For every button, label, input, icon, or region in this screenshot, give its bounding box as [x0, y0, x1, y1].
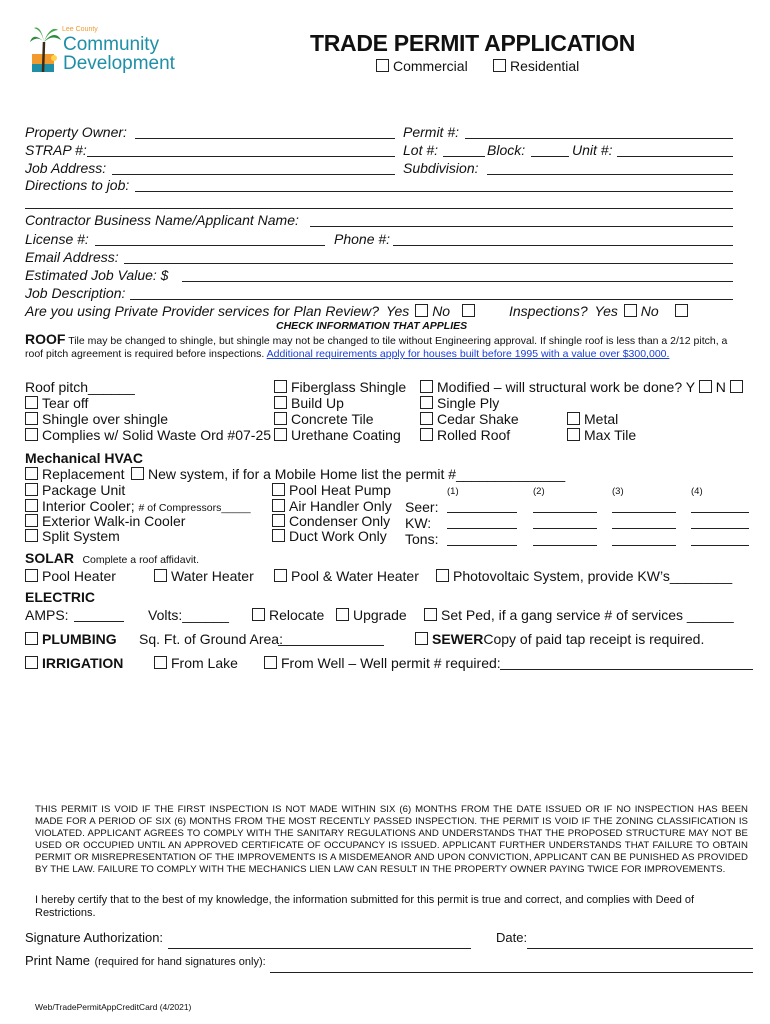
- solar-water-heater-option[interactable]: [154, 568, 254, 584]
- pool-heat-pump-option[interactable]: [272, 482, 391, 498]
- solar-water-heater-checkbox[interactable]: [154, 569, 167, 582]
- fiberglass-label: Fiberglass Shingle: [291, 379, 407, 395]
- relocate-label: Relocate: [269, 607, 325, 623]
- walk-in-option[interactable]: [25, 513, 185, 529]
- inspections-label: Inspections?: [509, 303, 588, 319]
- air-handler-option[interactable]: [272, 498, 392, 514]
- split-system-option[interactable]: [25, 528, 120, 544]
- private-provider-label: Are you using Private Provider services for Plan Review?: [25, 303, 380, 319]
- tear-off-checkbox[interactable]: [25, 396, 38, 409]
- plumbing-label: PLUMBING: [42, 631, 117, 647]
- legal-disclaimer: THIS PERMIT IS VOID IF THE FIRST INSPECTION IS NOT MADE WITHIN SIX (6) MONTHS FROM THE DATE ISSUED OR IF NO INSPECTION HAS BEEN MADE FOR A PERIOD OF SIX (6) MONTHS FROM THE MOST RECENTLY PASSED INSPECTION. THE PERMIT IS VOID IF THE ZONING CLASSIFICATION IS VIOLATED. APPLICANT AGREES TO COMPLY WITH THE SANITARY REGULATIONS AND UNDERSTANDS THAT THE PROPOSED STRUCTURE MAY NOT BE USED OR OCCUPIED UNTIL AN APPROVED CERTIFICATE OF OCCUPANCY IS ISSUED. APPLICANT FURTHER UNDERSTANDS THAT FAILURE TO OBTAIN PERMIT OR MISREPRESENTATION OF THE IMPROVEMENTS IS A MISDEMEANOR AND UPON CONVICTION, APPLICANT CAN BE PUNISHED AS PROVIDED BY THE LAW. FAILURE TO COMPLY WITH THE MECHANICS LIEN LAW CAN RESULT IN THE PROPERTY OWNER PAYING TWICE FOR IMPROVEMENTS.: [35, 804, 748, 875]
- concrete-tile-option[interactable]: [274, 411, 373, 427]
- replacement-checkbox[interactable]: [25, 467, 38, 480]
- job-value-field[interactable]: [182, 281, 733, 282]
- duct-checkbox[interactable]: [272, 529, 285, 542]
- sewer-label: SEWER: [432, 631, 484, 647]
- tons-field-3[interactable]: [612, 545, 676, 546]
- interior-cooler-checkbox[interactable]: [25, 499, 38, 512]
- solar-pool-heater-checkbox[interactable]: [25, 569, 38, 582]
- package-unit-label: Package Unit: [42, 482, 126, 498]
- from-well-option[interactable]: [264, 655, 501, 671]
- check-info-heading: CHECK INFORMATION THAT APPLIES: [276, 320, 468, 332]
- phone-field[interactable]: [393, 245, 733, 246]
- replacement-label: Replacement: [42, 466, 125, 482]
- inspections-yes-label: Yes: [594, 303, 618, 319]
- logo-line2: Development: [63, 53, 175, 74]
- hvac-col-3: (3): [612, 486, 624, 497]
- complies-label: Complies w/ Solid Waste Ord #07-25: [42, 427, 272, 443]
- duct-option[interactable]: [272, 528, 387, 544]
- property-owner-field[interactable]: [135, 138, 395, 139]
- sewer-text: Copy of paid tap receipt is required.: [483, 631, 705, 647]
- commercial-label: Commercial: [393, 58, 468, 74]
- license-label: License #:: [25, 231, 89, 247]
- upgrade-checkbox[interactable]: [336, 608, 349, 621]
- unit-label: Unit #:: [572, 142, 613, 158]
- tons-field-2[interactable]: [533, 545, 597, 546]
- private-provider-question: [25, 303, 479, 319]
- job-value-label: Estimated Job Value: $: [25, 267, 169, 283]
- logo-line1: Community: [63, 34, 160, 55]
- directions-field[interactable]: [135, 191, 733, 192]
- tons-field-1[interactable]: [447, 545, 517, 546]
- replacement-option[interactable]: [25, 466, 125, 482]
- strap-label: STRAP #:: [25, 142, 87, 158]
- plumbing-option[interactable]: [25, 631, 117, 647]
- tear-off-option[interactable]: [25, 395, 88, 411]
- modified-label: Modified – will structural work be done? Y: [437, 379, 695, 395]
- upgrade-option[interactable]: [336, 607, 407, 623]
- contractor-label: Contractor Business Name/Applicant Name:: [25, 212, 299, 228]
- air-handler-checkbox[interactable]: [272, 499, 285, 512]
- kw-field-4[interactable]: [691, 528, 749, 529]
- irrigation-option[interactable]: [25, 655, 123, 671]
- new-system-checkbox[interactable]: [131, 467, 144, 480]
- pool-heat-pump-label: Pool Heat Pump: [289, 482, 391, 498]
- page-title: TRADE PERMIT APPLICATION: [310, 30, 636, 56]
- shingle-over-label: Shingle over shingle: [42, 411, 169, 427]
- signature-label: Signature Authorization:: [25, 930, 164, 945]
- condenser-checkbox[interactable]: [272, 514, 285, 527]
- inspections-no-label: No: [640, 303, 659, 319]
- concrete-tile-checkbox[interactable]: [274, 412, 287, 425]
- tons-label: Tons:: [405, 531, 439, 547]
- directions-label: Directions to job:: [25, 177, 130, 193]
- unit-field[interactable]: [617, 156, 733, 157]
- duct-label: Duct Work Only: [289, 528, 387, 544]
- rolled-checkbox[interactable]: [420, 428, 433, 441]
- single-ply-label: Single Ply: [437, 395, 500, 411]
- print-name-field[interactable]: [270, 972, 753, 973]
- seer-field-3[interactable]: [612, 512, 676, 513]
- condenser-label: Condenser Only: [289, 513, 391, 529]
- print-name-note: (required for hand signatures only):: [94, 956, 266, 968]
- relocate-option[interactable]: [252, 607, 324, 623]
- from-lake-label: From Lake: [171, 655, 238, 671]
- metal-checkbox[interactable]: [567, 412, 580, 425]
- tons-field-4[interactable]: [691, 545, 749, 546]
- cedar-checkbox[interactable]: [420, 412, 433, 425]
- private-provider-yes-checkbox[interactable]: [415, 304, 428, 317]
- sewer-option[interactable]: [415, 631, 704, 647]
- solar-note: Complete a roof affidavit.: [82, 554, 199, 566]
- hvac-heading: Mechanical HVAC: [25, 450, 143, 466]
- air-handler-label: Air Handler Only: [289, 498, 392, 514]
- concrete-tile-label: Concrete Tile: [291, 411, 374, 427]
- relocate-checkbox[interactable]: [252, 608, 265, 621]
- hvac-col-1: (1): [447, 486, 459, 497]
- fiberglass-checkbox[interactable]: [274, 380, 287, 393]
- photovoltaic-checkbox[interactable]: [436, 569, 449, 582]
- plumbing-checkbox[interactable]: [25, 632, 38, 645]
- walk-in-label: Exterior Walk-in Cooler: [42, 513, 186, 529]
- seer-field-2[interactable]: [533, 512, 597, 513]
- split-system-checkbox[interactable]: [25, 529, 38, 542]
- modified-yes-checkbox[interactable]: [699, 380, 712, 393]
- commercial-checkbox[interactable]: [376, 59, 389, 72]
- build-up-checkbox[interactable]: [274, 396, 287, 409]
- solar-pool-water-checkbox[interactable]: [274, 569, 287, 582]
- package-unit-option[interactable]: [25, 482, 125, 498]
- palm-tree-icon: [30, 24, 62, 76]
- roof-heading: ROOF: [25, 331, 66, 347]
- urethane-label: Urethane Coating: [291, 427, 401, 443]
- hvac-col-4: (4): [691, 486, 703, 497]
- private-provider-yes-label: Yes: [385, 303, 410, 319]
- directions-field-2[interactable]: [25, 208, 733, 209]
- interior-cooler-option[interactable]: [25, 498, 251, 514]
- solar-pool-water-label: Pool & Water Heater: [291, 568, 419, 584]
- job-address-label: Job Address:: [25, 160, 107, 176]
- walk-in-checkbox[interactable]: [25, 514, 38, 527]
- date-field[interactable]: [527, 948, 753, 949]
- amps-field[interactable]: [74, 621, 124, 622]
- metal-option[interactable]: [567, 411, 618, 427]
- sqft-label: Sq. Ft. of Ground Area:: [139, 631, 283, 647]
- from-well-label: From Well – Well permit # required:: [281, 655, 501, 671]
- upgrade-label: Upgrade: [353, 607, 407, 623]
- condenser-option[interactable]: [272, 513, 390, 529]
- split-system-label: Split System: [42, 528, 120, 544]
- compressors-label: # of Compressors_____: [138, 502, 251, 514]
- logo: [30, 24, 180, 78]
- single-ply-checkbox[interactable]: [420, 396, 433, 409]
- from-well-checkbox[interactable]: [264, 656, 277, 669]
- fiberglass-option[interactable]: [274, 379, 406, 395]
- max-tile-label: Max Tile: [584, 427, 637, 443]
- volts-label: Volts:______: [148, 607, 229, 623]
- residential-label: Residential: [510, 58, 580, 74]
- solar-heading-row: [25, 550, 199, 568]
- irrigation-label: IRRIGATION: [42, 655, 124, 671]
- max-tile-option[interactable]: [567, 427, 636, 443]
- license-field[interactable]: [95, 245, 325, 246]
- kw-label: KW:: [405, 515, 432, 531]
- permit-label: Permit #:: [403, 124, 460, 140]
- modified-no-checkbox[interactable]: [730, 380, 743, 393]
- date-label: Date:: [496, 930, 528, 945]
- set-ped-label: Set Ped, if a gang service # of services ______: [441, 607, 734, 623]
- block-field[interactable]: [531, 156, 569, 157]
- strap-field[interactable]: [87, 156, 395, 157]
- photovoltaic-label: Photovoltaic System, provide KW’s________: [453, 568, 733, 584]
- modified-checkbox[interactable]: [420, 380, 433, 393]
- email-field[interactable]: [124, 263, 733, 264]
- single-ply-option[interactable]: [420, 395, 499, 411]
- inspections-yes-checkbox[interactable]: [624, 304, 637, 317]
- certification-text: I hereby certify that to the best of my knowledge, the information submitted for this permit is true and correct, and complies with Deed of Restrictions.: [35, 894, 695, 919]
- hvac-col-2: (2): [533, 486, 545, 497]
- sqft-field[interactable]: [278, 645, 384, 646]
- logo-small-text: Lee County: [62, 26, 98, 33]
- solar-pool-heater-label: Pool Heater: [42, 568, 116, 584]
- complies-option[interactable]: [25, 427, 271, 443]
- interior-cooler-label: Interior Cooler;: [42, 498, 135, 514]
- shingle-over-checkbox[interactable]: [25, 412, 38, 425]
- job-description-label: Job Description:: [25, 285, 126, 301]
- build-up-option[interactable]: [274, 395, 344, 411]
- electric-heading: ELECTRIC: [25, 589, 95, 605]
- private-provider-no-label: No: [432, 303, 451, 319]
- seer-field-4[interactable]: [691, 512, 749, 513]
- cedar-option[interactable]: [420, 411, 519, 427]
- shingle-over-option[interactable]: [25, 411, 168, 427]
- signature-field[interactable]: [168, 948, 471, 949]
- amps-label: AMPS:: [25, 607, 69, 623]
- subdivision-label: Subdivision:: [403, 160, 479, 176]
- roof-pitch-label: Roof pitch______: [25, 379, 135, 395]
- footer-form-id: Web/TradePermitAppCreditCard (4/2021): [35, 1002, 192, 1012]
- tear-off-label: Tear off: [42, 395, 89, 411]
- irrigation-checkbox[interactable]: [25, 656, 38, 669]
- residential-option[interactable]: [493, 58, 579, 74]
- new-system-option[interactable]: [131, 466, 565, 482]
- permit-field[interactable]: [465, 138, 733, 139]
- solar-pool-water-option[interactable]: [274, 568, 419, 584]
- urethane-checkbox[interactable]: [274, 428, 287, 441]
- well-permit-field[interactable]: [500, 669, 753, 670]
- solar-heading: SOLAR: [25, 550, 74, 566]
- from-lake-checkbox[interactable]: [154, 656, 167, 669]
- set-ped-checkbox[interactable]: [424, 608, 437, 621]
- contractor-field[interactable]: [310, 226, 733, 227]
- inspections-question: [509, 303, 692, 319]
- roof-note: [25, 333, 737, 361]
- block-label: Block:: [487, 142, 526, 158]
- sewer-checkbox[interactable]: [415, 632, 428, 645]
- kw-field-2[interactable]: [533, 528, 597, 529]
- lot-label: Lot #:: [403, 142, 439, 158]
- pool-heat-pump-checkbox[interactable]: [272, 483, 285, 496]
- property-owner-label: Property Owner:: [25, 124, 127, 140]
- solar-water-heater-label: Water Heater: [171, 568, 254, 584]
- cedar-label: Cedar Shake: [437, 411, 519, 427]
- print-name-row: [25, 952, 266, 970]
- kw-field-3[interactable]: [612, 528, 676, 529]
- email-label: Email Address:: [25, 249, 119, 265]
- commercial-option[interactable]: [376, 58, 468, 74]
- metal-label: Metal: [584, 411, 619, 427]
- roof-note-text: Tile may be changed to shingle, but shingle may not be changed to tile without Engineering approval. If shingle roof is less than a 2/12 pitch, a roof pitch agreement is required before inspections.: [25, 335, 728, 360]
- complies-checkbox[interactable]: [25, 428, 38, 441]
- rolled-label: Rolled Roof: [437, 427, 511, 443]
- seer-field-1[interactable]: [447, 512, 517, 513]
- lot-field[interactable]: [443, 156, 485, 157]
- set-ped-option[interactable]: [424, 607, 734, 623]
- print-name-label: Print Name: [25, 953, 91, 968]
- private-provider-no-checkbox[interactable]: [462, 304, 475, 317]
- rolled-option[interactable]: [420, 427, 510, 443]
- inspections-no-checkbox[interactable]: [675, 304, 688, 317]
- modified-n-label: N: [715, 379, 726, 395]
- urethane-option[interactable]: [274, 427, 401, 443]
- job-address-field[interactable]: [112, 174, 395, 175]
- photovoltaic-option[interactable]: [436, 568, 732, 584]
- build-up-label: Build Up: [291, 395, 344, 411]
- max-tile-checkbox[interactable]: [567, 428, 580, 441]
- modified-option[interactable]: [420, 379, 747, 395]
- seer-label: Seer:: [405, 499, 439, 515]
- job-description-field[interactable]: [130, 299, 733, 300]
- solar-pool-heater-option[interactable]: [25, 568, 116, 584]
- kw-field-1[interactable]: [447, 528, 517, 529]
- phone-label: Phone #:: [334, 231, 391, 247]
- package-unit-checkbox[interactable]: [25, 483, 38, 496]
- new-system-label: New system, if for a Mobile Home list the permit #______________: [148, 466, 566, 482]
- subdivision-field[interactable]: [487, 174, 733, 175]
- from-lake-option[interactable]: [154, 655, 238, 671]
- roof-requirements-link[interactable]: Additional requirements apply for houses built before 1995 with a value over $300,000.: [266, 348, 670, 360]
- residential-checkbox[interactable]: [493, 59, 506, 72]
